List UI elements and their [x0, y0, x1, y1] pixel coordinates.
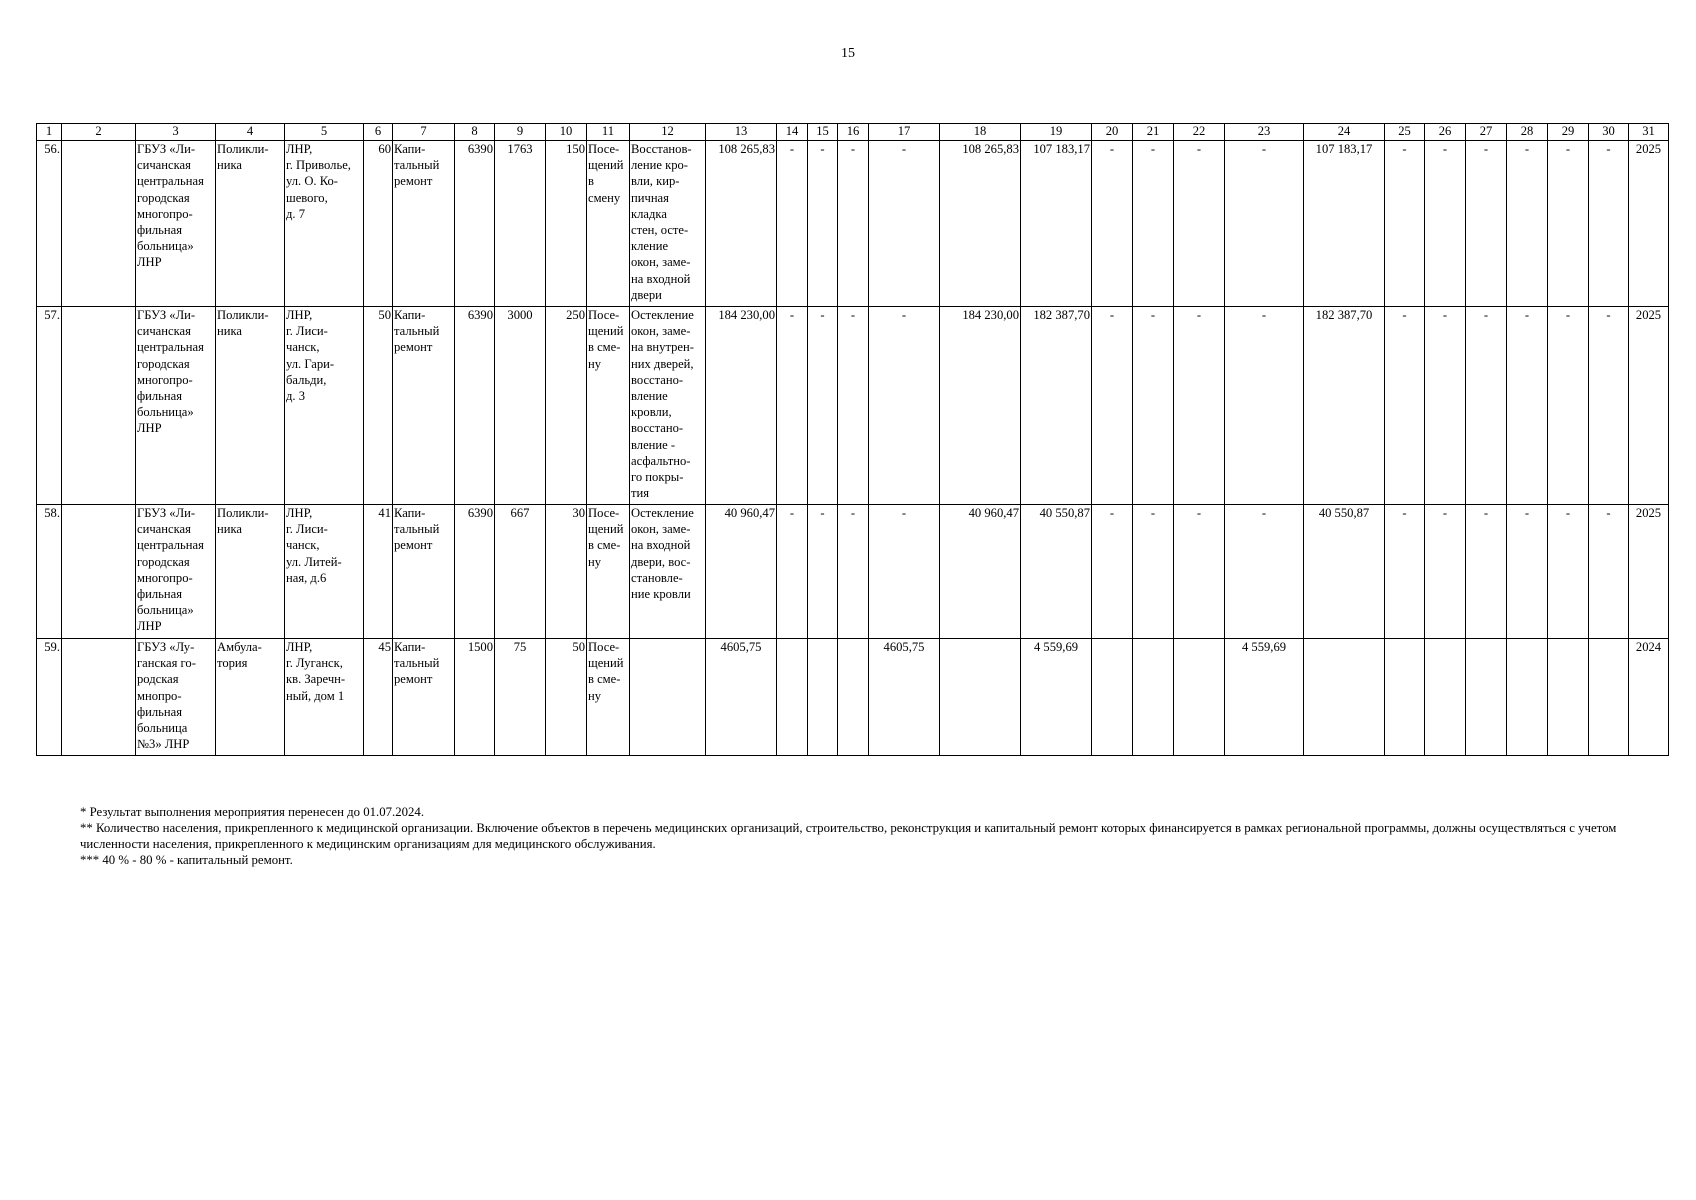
address: ЛНР, г. Лиси- чанск, ул. Гари- бальди, д. 3	[285, 307, 364, 505]
amount-cell: 107 183,17	[1304, 141, 1385, 307]
amount-cell: 184 230,00	[706, 307, 777, 505]
table-cell	[1304, 639, 1385, 756]
table-cell: -	[1425, 307, 1466, 505]
address: ЛНР, г. Луганск, кв. Заречн- ный, дом 1	[285, 639, 364, 756]
column-header: 4	[216, 124, 285, 141]
table-cell: -	[1092, 307, 1133, 505]
table-cell: 1500	[455, 639, 495, 756]
column-header: 11	[587, 124, 630, 141]
table-cell	[1466, 639, 1507, 756]
column-header: 24	[1304, 124, 1385, 141]
table-cell: 1763	[495, 141, 546, 307]
facility-type: Поликли- ника	[216, 307, 285, 505]
work-type: Капи- тальный ремонт	[393, 505, 455, 639]
table-cell: 250	[546, 307, 587, 505]
column-header: 21	[1133, 124, 1174, 141]
table-cell	[62, 639, 136, 756]
footnote: * Результат выполнения мероприятия перенесен до 01.07.2024.	[80, 805, 425, 819]
table-cell: -	[1589, 141, 1629, 307]
table-cell	[1385, 639, 1425, 756]
capacity-unit: Посе- щений в сме- ну	[587, 639, 630, 756]
table-cell: -	[869, 307, 940, 505]
work-type: Капи- тальный ремонт	[393, 141, 455, 307]
amount-cell: 4 559,69	[1225, 639, 1304, 756]
work-type: Капи- тальный ремонт	[393, 639, 455, 756]
year-cell: 2024	[1629, 639, 1669, 756]
capacity-unit: Посе- щений в сме- ну	[587, 307, 630, 505]
column-header: 8	[455, 124, 495, 141]
table-cell: -	[777, 141, 808, 307]
table-cell: -	[1225, 141, 1304, 307]
work-description: Остекление окон, заме- на входной двери, вос- становле- ние кровли	[630, 505, 706, 639]
column-header: 5	[285, 124, 364, 141]
column-header: 10	[546, 124, 587, 141]
table-cell: -	[1425, 505, 1466, 639]
row-number: 57.	[37, 307, 62, 505]
amount-cell	[940, 639, 1021, 756]
facility-type: Поликли- ника	[216, 141, 285, 307]
work-description: Остекление окон, заме- на внутрен- них дверей, восстано- вление кровли, восстано- вление - асфальтно- го покры- тия	[630, 307, 706, 505]
table-cell: 45	[364, 639, 393, 756]
table-cell: 41	[364, 505, 393, 639]
work-description	[630, 639, 706, 756]
table-cell: 6390	[455, 141, 495, 307]
column-header: 9	[495, 124, 546, 141]
table-cell: -	[838, 141, 869, 307]
amount-cell: 4605,75	[869, 639, 940, 756]
table-cell: -	[838, 307, 869, 505]
row-number: 58.	[37, 505, 62, 639]
table-row	[37, 505, 1669, 639]
column-header: 27	[1466, 124, 1507, 141]
table-cell	[1174, 639, 1225, 756]
amount-cell: 108 265,83	[940, 141, 1021, 307]
footnote: *** 40 % - 80 % - капитальный ремонт.	[80, 853, 293, 867]
organization-name: ГБУЗ «Ли- сичанская центральная городская многопро- фильная больница» ЛНР	[136, 307, 216, 505]
table-cell: -	[808, 141, 838, 307]
table-cell: -	[1466, 141, 1507, 307]
column-header: 20	[1092, 124, 1133, 141]
table-cell: -	[1385, 505, 1425, 639]
table-cell	[1092, 639, 1133, 756]
table-cell: -	[1092, 505, 1133, 639]
capacity-unit: Посе- щений в сме- ну	[587, 505, 630, 639]
table-cell	[62, 141, 136, 307]
table-cell: 60	[364, 141, 393, 307]
year-cell: 2025	[1629, 505, 1669, 639]
table-cell: -	[1589, 505, 1629, 639]
table-cell: -	[777, 307, 808, 505]
table-cell	[1133, 639, 1174, 756]
amount-cell: 40 960,47	[940, 505, 1021, 639]
table-cell: 3000	[495, 307, 546, 505]
table-cell: 150	[546, 141, 587, 307]
column-header: 18	[940, 124, 1021, 141]
work-type: Капи- тальный ремонт	[393, 307, 455, 505]
row-number: 59.	[37, 639, 62, 756]
table-cell: -	[808, 307, 838, 505]
work-description: Восстанов- ление кро- вли, кир- пичная кладка стен, осте- кление окон, заме- на входной двери	[630, 141, 706, 307]
organization-name: ГБУЗ «Ли- сичанская центральная городская многопро- фильная больница» ЛНР	[136, 141, 216, 307]
program-table	[36, 123, 1669, 756]
facility-type: Амбула- тория	[216, 639, 285, 756]
table-cell: -	[777, 505, 808, 639]
table-cell: -	[1225, 307, 1304, 505]
table-cell: -	[1589, 307, 1629, 505]
column-header: 2	[62, 124, 136, 141]
table-cell: 6390	[455, 307, 495, 505]
table-cell: 75	[495, 639, 546, 756]
table-cell	[1425, 639, 1466, 756]
table-cell: -	[1425, 141, 1466, 307]
table-cell: -	[1133, 307, 1174, 505]
table-cell: -	[1174, 505, 1225, 639]
footnote: ** Количество населения, прикрепленного к медицинской организации. Включение объектов в перечень медицинских организаций, строительство, реконструкция и капитальный ремонт которых финансируется в рамках региональной программы, должны осуществляться с учетом численности населения, прикрепленного к медицинским организациям для медицинского обслуживания.	[80, 821, 1617, 851]
facility-type: Поликли- ника	[216, 505, 285, 639]
column-header: 31	[1629, 124, 1669, 141]
address: ЛНР, г. Приволье, ул. О. Ко- шевого, д. 7	[285, 141, 364, 307]
amount-cell: 4605,75	[706, 639, 777, 756]
table-cell: -	[1225, 505, 1304, 639]
column-header: 15	[808, 124, 838, 141]
amount-cell: 182 387,70	[1021, 307, 1092, 505]
table-cell: -	[1174, 307, 1225, 505]
column-header: 1	[37, 124, 62, 141]
table-cell: -	[1385, 141, 1425, 307]
table-cell: -	[808, 505, 838, 639]
table-cell: -	[838, 505, 869, 639]
table-cell	[1507, 639, 1548, 756]
table-cell: -	[1092, 141, 1133, 307]
amount-cell: 108 265,83	[706, 141, 777, 307]
column-header: 7	[393, 124, 455, 141]
amount-cell: 40 960,47	[706, 505, 777, 639]
column-header: 12	[630, 124, 706, 141]
table-cell: 50	[364, 307, 393, 505]
table-cell	[62, 505, 136, 639]
table-cell: -	[1507, 141, 1548, 307]
year-cell: 2025	[1629, 141, 1669, 307]
table-cell: 6390	[455, 505, 495, 639]
table-cell: -	[1385, 307, 1425, 505]
column-header: 14	[777, 124, 808, 141]
column-header: 19	[1021, 124, 1092, 141]
page-number: 15	[841, 46, 855, 61]
table-cell: -	[869, 505, 940, 639]
table-row	[37, 639, 1669, 756]
table-cell: -	[1466, 505, 1507, 639]
column-header: 29	[1548, 124, 1589, 141]
amount-cell: 40 550,87	[1304, 505, 1385, 639]
table-cell: 667	[495, 505, 546, 639]
table-cell: -	[1466, 307, 1507, 505]
column-header: 23	[1225, 124, 1304, 141]
column-header: 16	[838, 124, 869, 141]
column-header: 22	[1174, 124, 1225, 141]
table-cell	[808, 639, 838, 756]
column-header: 17	[869, 124, 940, 141]
column-header: 28	[1507, 124, 1548, 141]
column-header: 13	[706, 124, 777, 141]
column-header: 3	[136, 124, 216, 141]
table-cell	[1548, 639, 1589, 756]
table-row	[37, 307, 1669, 505]
row-number: 56.	[37, 141, 62, 307]
column-header: 30	[1589, 124, 1629, 141]
table-cell: -	[1174, 141, 1225, 307]
table-cell: 30	[546, 505, 587, 639]
column-header: 6	[364, 124, 393, 141]
column-header: 26	[1425, 124, 1466, 141]
table-cell: -	[869, 141, 940, 307]
table-cell: -	[1548, 141, 1589, 307]
address: ЛНР, г. Лиси- чанск, ул. Литей- ная, д.6	[285, 505, 364, 639]
table-cell: 50	[546, 639, 587, 756]
table-cell: -	[1548, 505, 1589, 639]
table-cell	[1589, 639, 1629, 756]
organization-name: ГБУЗ «Лу- ганская го- родская мнопро- фильная больница №3» ЛНР	[136, 639, 216, 756]
amount-cell: 4 559,69	[1021, 639, 1092, 756]
column-number-row	[37, 124, 1669, 141]
amount-cell: 184 230,00	[940, 307, 1021, 505]
amount-cell: 40 550,87	[1021, 505, 1092, 639]
table-cell	[838, 639, 869, 756]
table-cell: -	[1133, 141, 1174, 307]
organization-name: ГБУЗ «Ли- сичанская центральная городская многопро- фильная больница» ЛНР	[136, 505, 216, 639]
table-cell: -	[1507, 505, 1548, 639]
table-cell: -	[1507, 307, 1548, 505]
column-header: 25	[1385, 124, 1425, 141]
table-cell	[62, 307, 136, 505]
table-cell: -	[1548, 307, 1589, 505]
capacity-unit: Посе- щений в смену	[587, 141, 630, 307]
amount-cell: 107 183,17	[1021, 141, 1092, 307]
table-cell	[777, 639, 808, 756]
table-row	[37, 141, 1669, 307]
amount-cell: 182 387,70	[1304, 307, 1385, 505]
footnotes	[80, 804, 1640, 868]
year-cell: 2025	[1629, 307, 1669, 505]
table-cell: -	[1133, 505, 1174, 639]
